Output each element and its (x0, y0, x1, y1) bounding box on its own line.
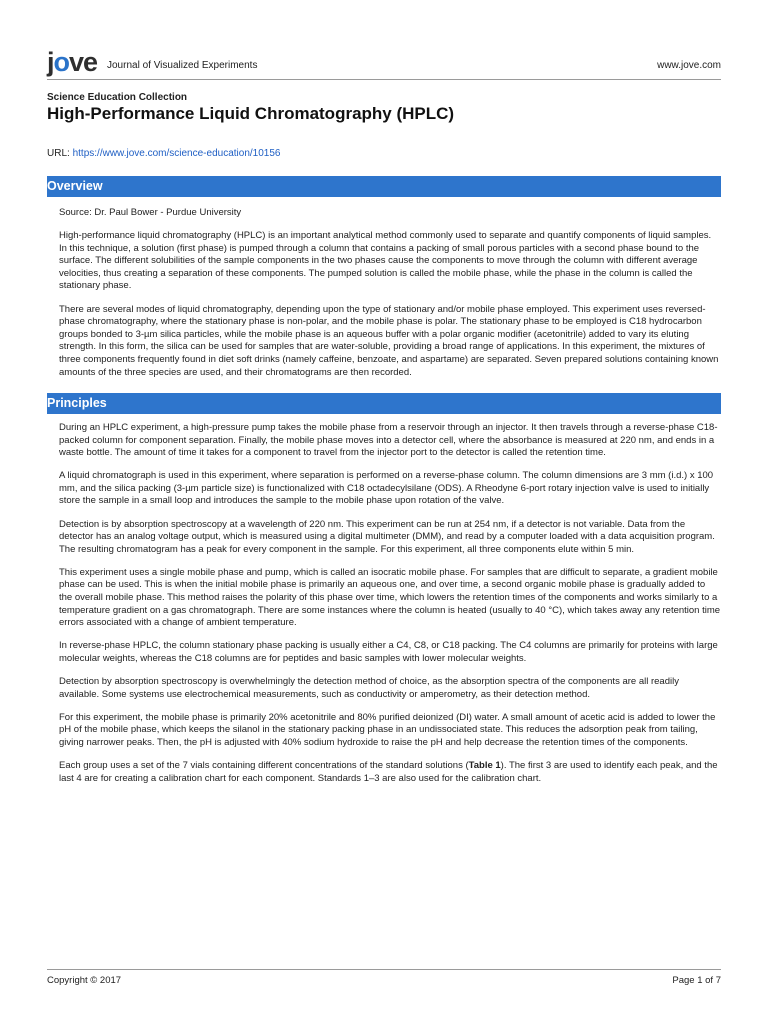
article-url-link[interactable]: https://www.jove.com/science-education/10156 (72, 148, 281, 159)
principles-section (59, 422, 721, 796)
overview-paragraph: There are several modes of liquid chromatography, depending upon the type of stationary and/or mobile phase employed. This experiment uses reversed-phase chromatography, where the stationary phase is non-polar, and the mobile phase is polar. The stationary phase to be employed is C18 hydrocarbon groups bonded to 3-µm silica particles, while the mobile phase is an aqueous buffer with a polar organic modifier (acetonitrile) added to vary its eluting strength. In this form, the silica can be used for samples that are water-soluble, providing a broad range of applications. In this experiment, the mixtures of three components frequently found in diet soft drinks (namely caffeine, benzoate, and aspartame) are separated. Seven prepared solutions containing known amounts of the three species are used, and their chromatograms are then recorded. (59, 303, 719, 378)
url-label: URL: (47, 148, 70, 159)
overview-source: Source: Dr. Paul Bower - Purdue University (59, 207, 242, 218)
site-link[interactable]: www.jove.com (657, 60, 721, 71)
header-divider (47, 79, 721, 80)
principles-heading-bar (47, 393, 721, 414)
principles-paragraph: A liquid chromatograph is used in this experiment, where separation is performed on a reverse-phase column. The column dimensions are 3 mm (i.d.) x 100 mm, and the silica packing (3-µm particle size) is functionalized with C18 octadecylsilane (ODS). A Rheodyne 6-port rotary injection valve is used to initially store the sample in a small loop and introduces the sample to the mobile phase upon rotation of the valve. (59, 470, 714, 507)
overview-heading: Overview (47, 179, 103, 193)
table-1-reference: Table 1 (468, 759, 501, 771)
overview-section (59, 207, 721, 390)
principles-paragraph-last: Each group uses a set of the 7 vials containing different concentrations of the standard solutions (Table 1). The first 3 are used to identify each peak, and the last 4 are for creating a calibration chart for each component. Standards 1–3 are also used for the calibration chart. (59, 759, 718, 784)
principles-paragraph: In reverse-phase HPLC, the column stationary phase packing is usually either a C4, C8, or C18 packing. The C4 columns are primarily for proteins with large molecular weights, whereas the C18 columns are for peptides and basic samples with lower molecular weights. (59, 640, 718, 664)
url-line (47, 148, 280, 159)
logo-letter-j: j (47, 47, 54, 77)
collection-label: Science Education Collection (47, 92, 188, 103)
principles-paragraph: For this experiment, the mobile phase is primarily 20% acetonitrile and 80% purified deionized (DI) water. A small amount of acetic acid is added to lower the pH of the mobile phase, which keeps the silanol in the stationary packing phase in an undissociated state. This reduces the adsorption peak from tailing, giving narrower peaks. Then, the pH is adjusted with 40% sodium hydroxide to raise the pH and help decrease the retention times of the components. (59, 711, 716, 748)
copyright-notice: Copyright © 2017 (47, 975, 122, 986)
logo-letters-ve: ve (69, 47, 98, 77)
principles-paragraph: Detection is by absorption spectroscopy at a wavelength of 220 nm. This experiment can be run at 254 nm, if a detector is not variable. Data from the detector has an analog voltage output, which is measured using a digital multimeter (DMM), and read by a computer loaded with a data acquisition program. The resulting chromatogram has a peak for every component in the sample. For this experiment, all three components elute within 5 min. (59, 518, 715, 555)
journal-name: Journal of Visualized Experiments (107, 60, 258, 71)
overview-heading-bar (47, 176, 721, 197)
jove-logo[interactable] (47, 47, 98, 77)
principles-heading: Principles (47, 396, 107, 410)
principles-paragraph: Detection by absorption spectroscopy is overwhelmingly the detection method of choice, as the absorption spectra of the components are all readily available. Some systems use electrochemical measurements, such as conductivity or amperometry, as their detection method. (59, 676, 679, 700)
page-number: Page 1 of 7 (672, 975, 721, 986)
page-header (47, 48, 721, 78)
principles-paragraph: This experiment uses a single mobile phase and pump, which is called an isocratic mobile phase. For samples that are difficult to separate, a gradient mobile phase can be used. This is when the initial mobile phase is primarily an aqueous one, and over time, a second organic mobile phase is gradually added to the overall mobile phase. This method raises the polarity of this phase over time, which lowers the retention times of the components and works similarly to a temperature gradient on a gas chromatograph. There are some instances where the column is heated (usually to 40 °C), which takes away any retention time errors associated with a change of ambient temperature. (59, 566, 721, 629)
logo-letter-o: o (53, 47, 70, 77)
document-page (47, 0, 721, 1024)
overview-paragraph: High-performance liquid chromatography (HPLC) is an important analytical method commonly used to separate and quantify components of liquid samples. In this technique, a solution (first phase) is pumped through a column that contains a packing of small porous particles with a second phase bound to the surface. The different solubilities of the sample components in the two phases cause the components to move through the column with different average velocities, thus creating a separation of these components. The pumped solution is called the mobile phase, while the phase in the column is called the stationary phase. (59, 230, 712, 292)
principles-paragraph: During an HPLC experiment, a high-pressure pump takes the mobile phase from a reservoir through an injector. It then travels through a reverse-phase C18-packed column for component separation. Finally, the mobile phase moves into a detector cell, where the absorbance is measured at 220 nm, and ends in a waste bottle. The amount of time it takes for a component to travel from the injector port to the detector is called the retention time. (59, 422, 718, 459)
footer-divider (47, 969, 721, 970)
page-title: High-Performance Liquid Chromatography (HPLC) (47, 104, 455, 123)
